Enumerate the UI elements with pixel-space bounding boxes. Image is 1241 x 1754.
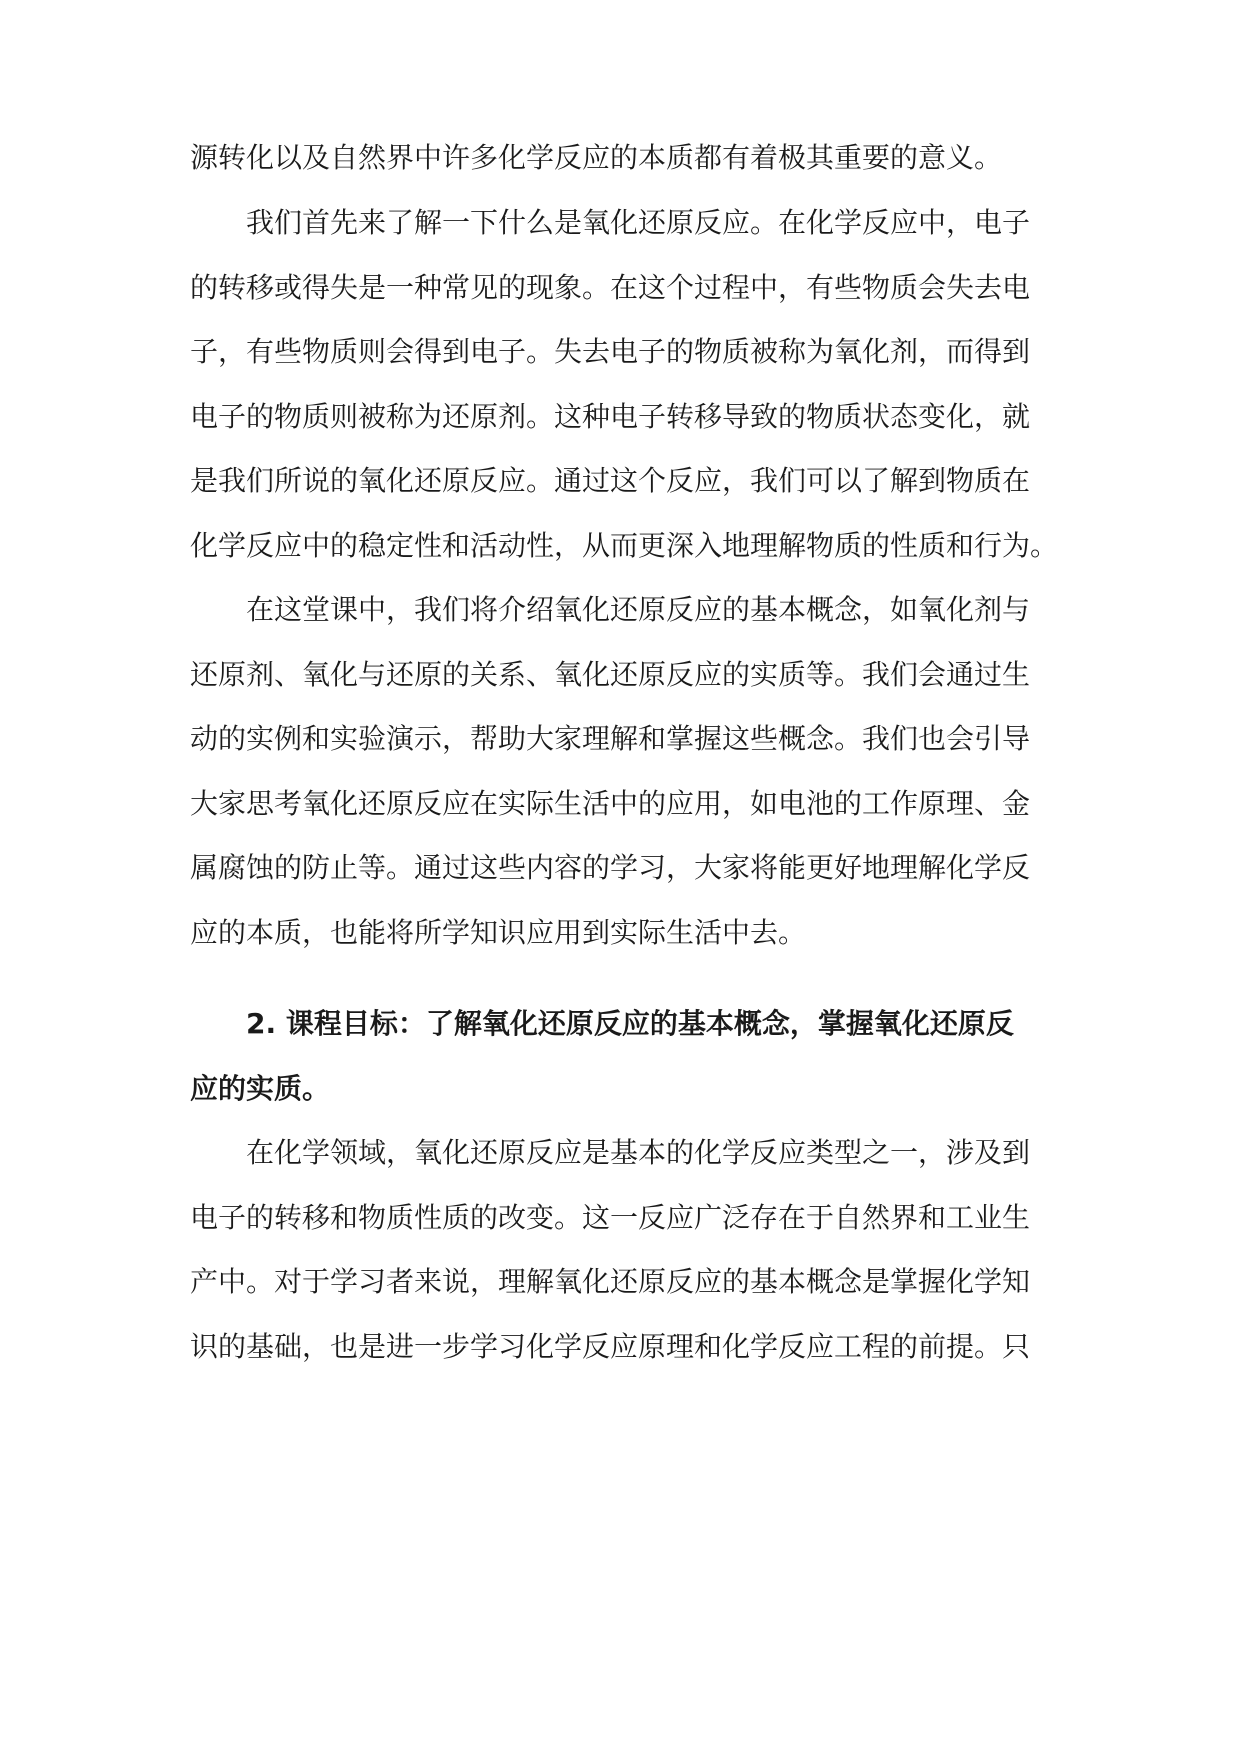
paragraph-line: 电子的物质则被称为还原剂。这种电子转移导致的物质状态变化，就	[190, 400, 1031, 433]
paragraph-line: 子，有些物质则会得到电子。失去电子的物质被称为氧化剂，而得到	[190, 335, 1031, 368]
paragraph-line: 还原剂、氧化与还原的关系、氧化还原反应的实质等。我们会通过生	[190, 658, 1031, 691]
paragraph-line: 我们首先来了解一下什么是氧化还原反应。在化学反应中，电子	[246, 206, 1031, 239]
paragraph-line: 的转移或得失是一种常见的现象。在这个过程中，有些物质会失去电	[190, 271, 1031, 304]
paragraph-line: 大家思考氧化还原反应在实际生活中的应用，如电池的工作原理、金	[190, 787, 1031, 820]
paragraph-line: 产中。对于学习者来说，理解氧化还原反应的基本概念是掌握化学知	[190, 1265, 1031, 1298]
paragraph-line: 在化学领域，氧化还原反应是基本的化学反应类型之一，涉及到	[246, 1136, 1031, 1169]
paragraph-line: 识的基础，也是进一步学习化学反应原理和化学反应工程的前提。只	[190, 1330, 1031, 1363]
paragraph-line: 在这堂课中，我们将介绍氧化还原反应的基本概念，如氧化剂与	[246, 593, 1031, 626]
paragraph-line: 电子的转移和物质性质的改变。这一反应广泛存在于自然界和工业生	[190, 1201, 1031, 1234]
paragraph-line: 应的本质，也能将所学知识应用到实际生活中去。	[190, 916, 807, 949]
paragraph-line: 化学反应中的稳定性和活动性，从而更深入地理解物质的性质和行为。	[190, 529, 1059, 562]
paragraph-line: 动的实例和实验演示，帮助大家理解和掌握这些概念。我们也会引导	[190, 722, 1031, 755]
section-heading-line: 2. 课程目标：了解氧化还原反应的基本概念，掌握氧化还原反	[246, 1007, 1014, 1040]
paragraph-line: 是我们所说的氧化还原反应。通过这个反应，我们可以了解到物质在	[190, 464, 1031, 497]
section-heading-line: 应的实质。	[190, 1072, 331, 1105]
paragraph-line: 属腐蚀的防止等。通过这些内容的学习，大家将能更好地理解化学反	[190, 851, 1031, 884]
paragraph-line: 源转化以及自然界中许多化学反应的本质都有着极其重要的意义。	[190, 141, 1003, 174]
